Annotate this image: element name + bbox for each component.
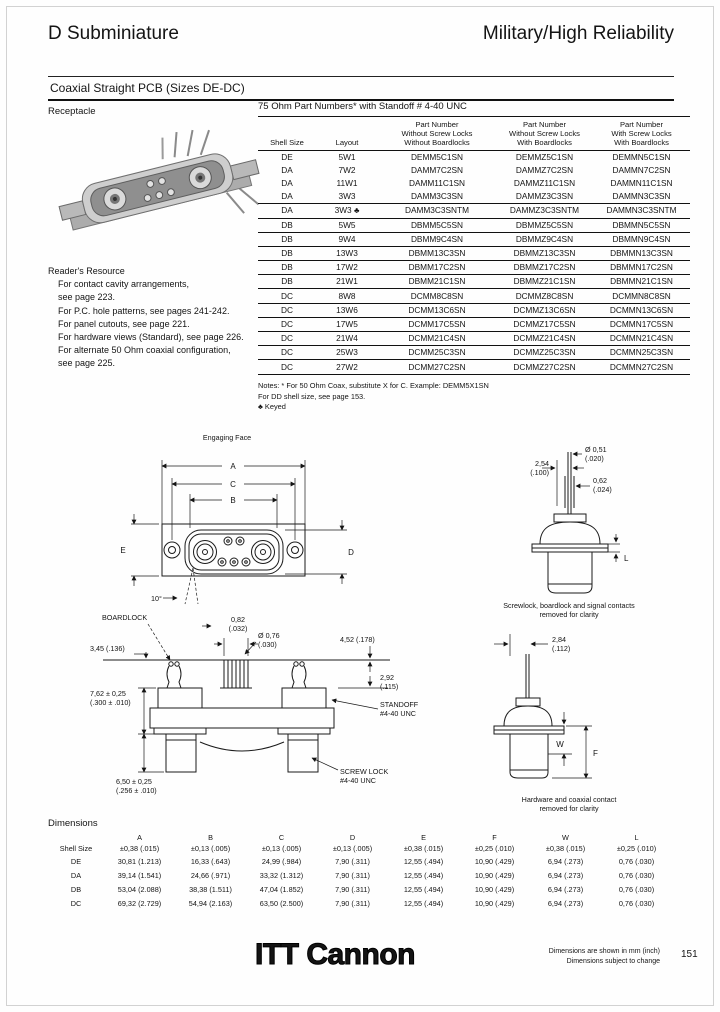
readers-resource-line: For hardware views (Standard), see page 226. [58,332,244,343]
dim-f-label: F [593,749,598,758]
dims-value-cell: 6,94 (.273) [547,856,584,866]
dims-value-cell: 39,14 (1.541) [117,870,162,880]
pn-no-screwlock-boardlock-cell: DAMMZ3C3SNTM [496,204,593,218]
board-mount-drawing [88,610,433,802]
dim-c-label: C [230,480,236,489]
shell-size-cell: DC [258,289,316,303]
readers-resource-lines [58,278,253,370]
readers-resource-line: For alternate 50 Ohm coaxial configuration, [58,345,231,356]
col-header-pn3 [593,120,690,150]
engaging-face-title: Engaging Face [202,433,252,442]
layout-cell: 9W4 [316,232,378,246]
col-header-line: Part Number [522,120,567,129]
part-table-row [258,150,690,164]
hardware-caption-line1: Hardware and coaxial contact [521,795,617,804]
layout-cell: 3W3 ♣ [316,204,378,218]
pn-screwlock-boardlock-cell: DCMMN25C3SN [593,346,690,360]
dims-tolerance-row [48,843,672,854]
layout-cell: 17W5 [316,317,378,331]
part-table-row [258,261,690,275]
dimension-lines [134,466,342,598]
part-table-title: 75 Ohm Part Numbers* with Standoff # 4-40 UNC [258,101,690,117]
part-table-row [258,218,690,232]
pn-no-screwlock-boardlock-cell: DAMMZ11C1SN [513,178,576,189]
dims-letter-cell: A [137,833,142,842]
itt-cannon-logo: ITT Cannon [255,938,415,971]
part-table-row [258,164,690,177]
dimensions-title: Dimensions [48,818,98,829]
col-header-line: With Boardlocks [517,138,572,148]
part-table-row [258,360,690,374]
pn-screwlock-boardlock-cell: DAMMN3C3SNTM [593,204,690,218]
readers-resource-line: For P.C. hole patterns, see pages 241-242. [58,305,230,316]
dims-value-cell: 53,04 (2.088) [117,884,162,894]
dims-value-cell: 12,55 (.494) [403,870,444,880]
dims-value-cell: 12,55 (.494) [403,898,444,908]
dimension-extension-lines [131,460,347,576]
pn-screwlock-boardlock-cell: DAMMN3C3SN [612,191,671,202]
pn-no-screwlock-boardlock-cell: DAMMZ3C3SN [515,191,574,202]
dims-value-cell: 47,04 (1.852) [259,884,304,894]
dims-letter-cell: C [278,833,285,842]
readers-resource-title: Reader's Resource [48,266,125,276]
dims-value-cell: 0,76 (.030) [618,856,655,866]
footer-note-line1: Dimensions are shown in mm (inch) [548,948,660,955]
pn-screwlock-boardlock-cell: DCMMN13C6SN [593,303,690,317]
page-subtitle-right: Military/High Reliability [482,23,674,44]
shell-size-cell: DE [281,151,293,162]
layout-cell: 17W2 [316,261,378,275]
receptacle-connector [48,115,267,256]
pn-no-screwlock-no-boardlock-cell: DAMM3C3SN [410,191,464,202]
dims-value-cell: 30,81 (1.213) [117,856,162,866]
dims-value-cell: 54,94 (2.163) [188,898,233,908]
pn-screwlock-boardlock-cell: DBMMN9C4SN [593,232,690,246]
dimensions-table-head [48,832,672,854]
pn-no-screwlock-no-boardlock-cell: DCMM13C6SN [378,303,496,317]
dim-452-label: 4,52 (.178) [340,635,375,644]
part-table-row [258,275,690,289]
pn-no-screwlock-no-boardlock-cell: DEMM5C1SN [410,151,464,162]
pn-no-screwlock-boardlock-cell: DCMMZ27C2SN [496,360,593,374]
col-header-line: Part Number [619,120,664,129]
pn-no-screwlock-no-boardlock-cell: DAMM3C3SNTM [378,204,496,218]
dim-284-label: 2,84 [552,635,566,644]
pn-no-screwlock-no-boardlock-cell: DCMM25C3SN [378,346,496,360]
dim-e-label: E [120,546,126,555]
receptacle-photo-illustration [52,122,257,262]
pn-no-screwlock-boardlock-cell: DBMMZ17C2SN [496,261,593,275]
shell-size-cell: DB [258,261,316,275]
boardlock-leader [148,624,170,660]
footer-notes [549,947,660,966]
dims-value-cell: 7,90 (.311) [335,884,370,894]
dims-letter-cell: F [492,833,497,842]
pn-screwlock-boardlock-cell: DAMMN11C1SN [610,178,673,189]
col-header-line: Without Boardlocks [404,138,470,148]
part-table-body [258,150,690,374]
dim-345-label: 3,45 (.136) [90,644,125,653]
readers-resource-line: For contact cavity arrangements, [58,279,190,290]
screwlock-label-line2: #4-40 UNC [340,776,376,785]
shell-size-cell: DB [258,246,316,260]
col-header-line: Part Number [415,120,459,129]
shell-size-cell: DB [258,218,316,232]
dims-value-cell: 0,76 (.030) [618,898,655,908]
part-table-row [258,177,690,190]
pn-screwlock-boardlock-cell: DEMMN5C1SN [612,151,671,162]
dims-value-cell: 6,94 (.273) [547,884,584,894]
dims-letter-cell: E [421,833,426,842]
pn-no-screwlock-no-boardlock-cell: DBMM21C1SN [378,275,496,289]
readers-resource-line: For panel cutouts, see page 221. [58,318,190,329]
dims-letter-cell: D [349,833,356,842]
standoff-label-line2: #4-40 UNC [380,709,416,718]
dimension-lines [494,634,592,778]
dim-292-inch-label: (.115) [380,682,399,691]
dims-value-cell: 7,90 (.311) [335,870,370,880]
col-header-pn1 [378,120,496,150]
section-title: Coaxial Straight PCB (Sizes DE-DC) [48,79,674,101]
dim-254-label: 2,54 [535,459,549,468]
dims-tolerance-cell: ±0,25 (.010) [474,844,515,853]
dims-shell-size-header: Shell Size [59,844,93,853]
note-line: For DD shell size, see page 153. [258,391,366,401]
part-number-table [258,120,690,375]
pn-screwlock-boardlock-cell: DCMMN17C5SN [593,317,690,331]
layout-cell: 7W2 [338,164,356,175]
shell-size-cell: DC [258,303,316,317]
dims-tolerance-cell: ±0,25 (.010) [616,844,657,853]
layout-cell: 3W3 [338,191,356,202]
dim-l-label: L [624,554,629,563]
shell-size-cell: DA [258,204,316,218]
dims-tolerance-cell: ±0,13 (.005) [261,844,302,853]
pn-screwlock-boardlock-cell: DBMMN5C5SN [593,218,690,232]
part-table-row [258,246,690,260]
shell-size-cell: DC [258,317,316,331]
pn-no-screwlock-boardlock-cell: DAMMZ7C2SN [515,164,574,175]
dims-data-row [48,882,672,896]
shell-size-cell: DB [258,232,316,246]
pn-no-screwlock-no-boardlock-cell: DCMM17C5SN [378,317,496,331]
readers-resource [48,265,253,371]
shell-size-cell: DC [258,360,316,374]
pn-screwlock-boardlock-cell: DCMMN21C4SN [593,332,690,346]
dims-value-cell: 24,66 (.971) [190,870,231,880]
part-table-row [258,289,690,303]
part-table-row [258,204,690,218]
dims-data-row [48,868,672,882]
dims-value-cell: 16,33 (.643) [190,856,231,866]
note-line: Notes: * For 50 Ohm Coax, substitute X for C. Example: DEMM5X1SN [258,381,489,390]
dims-value-cell: 0,76 (.030) [618,884,655,894]
dims-value-cell: 12,55 (.494) [403,856,444,866]
col-header-line: Without Screw Locks [401,129,473,139]
pn-no-screwlock-no-boardlock-cell: DCMM8C8SN [378,289,496,303]
dim-d-label: D [348,548,354,557]
pn-no-screwlock-no-boardlock-cell: DBMM13C3SN [378,246,496,260]
part-table-head [258,120,690,150]
pn-screwlock-boardlock-cell: DCMMN27C2SN [593,360,690,374]
pn-no-screwlock-boardlock-cell: DCMMZ13C6SN [496,303,593,317]
dims-data-row [48,854,672,868]
dims-letter-cell: B [208,833,213,842]
dims-letter-cell: L [634,833,639,842]
pn-screwlock-boardlock-cell: DCMMN8C8SN [593,289,690,303]
dim-b-label: B [230,496,236,505]
shell-size-cell: DA [281,178,293,189]
shell-size-cell: DB [258,275,316,289]
dim-w-label: W [556,740,564,749]
part-table-row [258,303,690,317]
pn-no-screwlock-no-boardlock-cell: DAMM7C2SN [410,164,464,175]
pn-no-screwlock-boardlock-cell: DBMMZ9C4SN [496,232,593,246]
layout-cell: 13W6 [316,303,378,317]
dim-082-label: 0,82 [231,615,245,624]
shell-size-cell: DC [258,332,316,346]
part-table-notes [258,381,489,413]
dims-value-cell: 63,50 (2.500) [259,898,304,908]
coax-contact-drawing [452,436,687,624]
dimensions-table [48,832,672,910]
coax-hardware-view [494,654,564,778]
col-header-line: With Screw Locks [611,129,672,139]
dims-value-cell: 69,32 (2.729) [117,898,162,908]
part-table-row [258,232,690,246]
dim-292-label: 2,92 [380,673,394,682]
pn-no-screwlock-boardlock-cell: DBMMZ13C3SN [496,246,593,260]
shell-size-cell: DC [258,346,316,360]
pn-no-screwlock-boardlock-cell: DCMMZ8C8SN [496,289,593,303]
layout-cell: 27W2 [316,360,378,374]
dims-value-cell: 10,90 (.429) [474,856,515,866]
pn-no-screwlock-boardlock-cell: DCMMZ21C4SN [496,332,593,346]
dims-value-cell: 7,90 (.311) [335,898,370,908]
pn-no-screwlock-boardlock-cell: DCMMZ17C5SN [496,317,593,331]
part-table-row [258,332,690,346]
pn-no-screwlock-no-boardlock-cell: DCMM27C2SN [378,360,496,374]
hardware-side-drawing [452,626,687,818]
layout-cell: 5W5 [316,218,378,232]
connector-face-view [162,524,305,604]
dim-062-label: 0,62 [593,476,607,485]
pn-no-screwlock-no-boardlock-cell: DBMM5C5SN [378,218,496,232]
dim-076-label: Ø 0,76 [258,631,280,640]
pn-screwlock-boardlock-cell: DBMMN13C3SN [593,246,690,260]
col-header-layout: Layout [316,120,378,150]
engaging-face-drawing [115,428,365,624]
contact-caption-line2: removed for clarity [539,610,599,619]
receptacle-label: Receptacle [48,106,96,117]
dims-shell-cell: DB [70,884,82,894]
connector-section-view [103,660,390,772]
dims-shell-cell: DE [70,856,82,866]
dims-letter-row [48,832,672,843]
col-header-line: Without Screw Locks [509,129,580,139]
dims-shell-cell: DA [70,870,82,880]
boardlock-spring-right [292,662,306,688]
dims-value-cell: 10,90 (.429) [474,884,515,894]
layout-cell: 11W1 [336,178,358,189]
pn-no-screwlock-boardlock-cell: DEMMZ5C1SN [515,151,574,162]
dims-value-cell: 38,38 (1.511) [189,884,232,894]
dim-angle-label: 10° [151,594,162,603]
dims-tolerance-cell: ±0,13 (.005) [332,844,373,853]
dims-value-cell: 24,99 (.984) [261,856,302,866]
pn-no-screwlock-no-boardlock-cell: DBMM9C4SN [378,232,496,246]
dims-tolerance-cell: ±0,38 (.015) [545,844,586,853]
dim-082-inch-label: (.032) [228,624,248,633]
footer-note-line2: Dimensions subject to change [566,957,660,965]
contact-caption-line1: Screwlock, boardlock and signal contacts [503,601,635,610]
dim-a-label: A [230,462,236,471]
hardware-caption-line2: removed for clarity [539,804,599,813]
dim-051-inch-label: (.020) [585,454,604,463]
header-rule [48,76,674,77]
part-table-row [258,190,690,204]
dims-letter-cell: W [562,833,569,842]
page-number: 151 [681,949,698,960]
pn-screwlock-boardlock-cell: DBMMN21C1SN [593,275,690,289]
pn-screwlock-boardlock-cell: DAMMN7C2SN [612,164,671,175]
dims-value-cell: 6,94 (.273) [547,898,584,908]
pn-no-screwlock-no-boardlock-cell: DAMM11C1SN [408,178,466,189]
col-header-shell-size: Shell Size [258,120,316,150]
dim-762-label: 7,62 ± 0,25 [90,689,126,698]
dims-value-cell: 0,76 (.030) [618,870,655,880]
dims-tolerance-cell: ±0,13 (.005) [190,844,231,853]
layout-cell: 21W1 [316,275,378,289]
page-title: D Subminiature [48,23,179,44]
dim-762-inch-label: (.300 ± .010) [90,698,131,707]
pn-no-screwlock-no-boardlock-cell: DCMM21C4SN [378,332,496,346]
dims-shell-cell: DC [70,898,82,908]
screwlock-label-line1: SCREW LOCK [340,767,389,776]
pn-no-screwlock-no-boardlock-cell: DBMM17C2SN [378,261,496,275]
shell-size-cell: DA [281,164,293,175]
dims-value-cell: 6,94 (.273) [547,870,584,880]
col-header-line: With Boardlocks [614,138,669,148]
dim-650-label: 6,50 ± 0,25 [116,777,152,786]
dims-corner-cell [48,832,104,843]
dims-tolerance-cell: ±0,38 (.015) [403,844,444,853]
dims-value-cell: 12,55 (.494) [403,884,444,894]
dim-284-inch-label: (.112) [552,644,571,653]
col-header-pn2 [496,120,593,150]
part-table-row [258,317,690,331]
part-table-row [258,346,690,360]
dims-value-cell: 33,32 (1.312) [259,870,304,880]
dims-tolerance-cell: ±0,38 (.015) [119,844,160,853]
dim-650-inch-label: (.256 ± .010) [116,786,157,795]
layout-cell: 5W1 [338,151,356,162]
layout-cell: 21W4 [316,332,378,346]
pn-screwlock-boardlock-cell: DBMMN17C2SN [593,261,690,275]
dim-076-inch-label: (.030) [258,640,277,649]
layout-cell: 25W3 [316,346,378,360]
pn-no-screwlock-boardlock-cell: DCMMZ25C3SN [496,346,593,360]
note-line: ♣ Keyed [258,402,286,411]
dims-value-cell: 10,90 (.429) [474,898,515,908]
dims-value-cell: 10,90 (.429) [474,870,515,880]
dims-data-row [48,896,672,910]
shell-size-cell: DA [281,191,293,202]
layout-cell: 8W8 [316,289,378,303]
dim-254-inch-label: (.100) [530,468,549,477]
standoff-label-line1: STANDOFF [380,700,419,709]
readers-resource-line: see page 225. [58,358,116,369]
dims-value-cell: 7,90 (.311) [335,856,370,866]
dim-062-inch-label: (.024) [593,485,612,494]
pn-no-screwlock-boardlock-cell: DBMMZ21C1SN [496,275,593,289]
boardlock-spring-left [167,662,181,688]
dimensions-table-body [48,854,672,910]
pn-no-screwlock-boardlock-cell: DBMMZ5C5SN [496,218,593,232]
dim-051-label: Ø 0,51 [585,445,607,454]
layout-cell: 13W3 [316,246,378,260]
readers-resource-line: see page 223. [58,292,116,303]
boardlock-label: BOARDLOCK [102,613,148,622]
